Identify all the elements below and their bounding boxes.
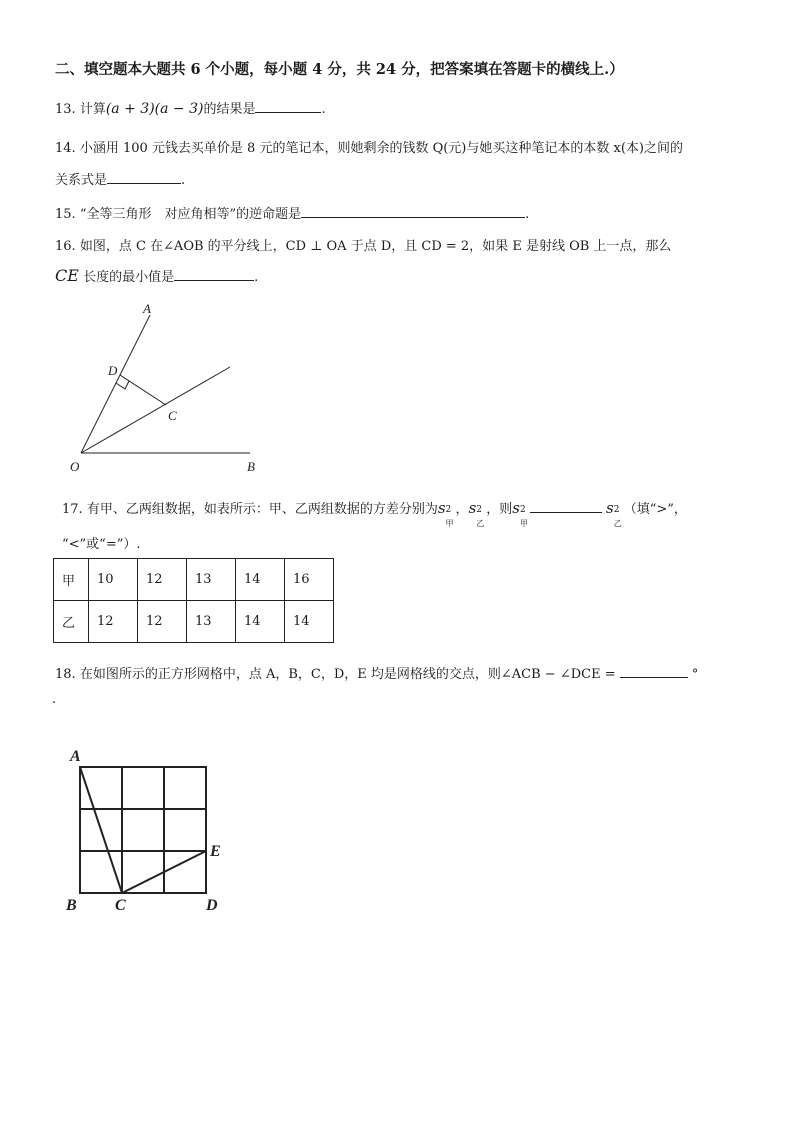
label-o: O xyxy=(70,459,80,474)
superscript: 2 xyxy=(613,505,620,515)
answer-blank[interactable] xyxy=(107,169,181,184)
label-c: C xyxy=(168,408,177,423)
label-a: A xyxy=(143,301,151,316)
question-text: 小涵用 100 元钱去买单价是 8 元的笔记本，则她剩余的钱数 Q(元)与她买这种笔记本的本数 x(本)之间的 xyxy=(79,141,683,156)
ray-oa xyxy=(81,315,150,453)
question-text: 关系式是 xyxy=(55,173,108,188)
question-14-line2 xyxy=(55,169,185,188)
period: . xyxy=(321,102,326,117)
question-16-line1 xyxy=(55,235,671,254)
question-text: 的结果是 xyxy=(203,102,256,117)
table-row xyxy=(54,601,334,643)
degree-unit: ° xyxy=(691,667,699,682)
question-number: 17. xyxy=(62,502,83,517)
variance-symbol-jia: s xyxy=(437,499,446,517)
question-number: 15. xyxy=(55,207,76,222)
question-16-line2 xyxy=(55,266,258,285)
table-cell: 10 xyxy=(89,559,138,601)
superscript: 2 xyxy=(519,505,526,515)
table-row xyxy=(54,559,334,601)
answer-blank[interactable] xyxy=(530,498,602,513)
question-text: 长度的最小值是 xyxy=(83,270,175,285)
question-text: 有甲、乙两组数据，如表所示：甲、乙两组数据的方差分别为 xyxy=(86,502,438,517)
math-expression: (a + 3)(a − 3) xyxy=(105,101,204,117)
fill-hint: （填“>”， xyxy=(623,502,687,517)
label-c: C xyxy=(115,897,126,914)
subscript-jia: 甲 xyxy=(445,519,454,528)
question-14-line1 xyxy=(55,137,683,156)
superscript: 2 xyxy=(476,505,482,515)
variance-symbol-yi: s xyxy=(605,499,614,517)
subscript-yi: 乙 xyxy=(476,519,485,528)
table-cell: 12 xyxy=(89,601,138,643)
question-text: “<”或“=”）. xyxy=(62,537,141,552)
segment-cd xyxy=(120,375,166,405)
table-cell: 12 xyxy=(138,601,187,643)
question-text: ，则 xyxy=(486,502,513,517)
question-number: 16. xyxy=(55,239,76,254)
period: . xyxy=(181,173,186,188)
answer-blank[interactable] xyxy=(620,663,688,678)
question-text: 如图，点 C 在∠AOB 的平分线上，CD ⊥ OA 于点 D，且 CD = 2，如果 E 是射线 OB 上一点，那么 xyxy=(79,239,672,254)
subscript-yi: 乙 xyxy=(613,519,622,528)
question-text: “全等三角形 对应角相等”的逆命题是 xyxy=(79,207,302,222)
label-b: B xyxy=(247,459,255,474)
row-label: 甲 xyxy=(54,559,89,601)
answer-blank[interactable] xyxy=(255,98,321,113)
question-15 xyxy=(55,203,529,222)
table-cell: 13 xyxy=(187,559,236,601)
question-number: 13. xyxy=(55,102,76,117)
grid-square xyxy=(80,767,206,893)
question-17-line2 xyxy=(62,533,141,552)
question-number: 14. xyxy=(55,141,76,156)
subscript-jia: 甲 xyxy=(519,519,528,528)
label-d: D xyxy=(206,897,218,914)
table-cell: 16 xyxy=(285,559,334,601)
question-18 xyxy=(55,663,698,682)
bisector-ray xyxy=(81,367,230,453)
label-e: E xyxy=(210,843,221,860)
question-text: 计算 xyxy=(79,102,106,117)
variance-symbol-jia: s xyxy=(512,499,520,517)
period: . xyxy=(525,207,530,222)
label-a: A xyxy=(70,748,81,765)
segment-ac xyxy=(80,767,122,893)
label-d: D xyxy=(108,363,118,378)
comma: ， xyxy=(455,502,469,517)
data-table xyxy=(53,558,334,643)
table-cell: 12 xyxy=(138,559,187,601)
period: . xyxy=(254,270,259,285)
stray-dot: . xyxy=(52,692,57,707)
right-angle-mark xyxy=(116,381,129,389)
row-label: 乙 xyxy=(54,601,89,643)
superscript: 2 xyxy=(445,505,452,515)
table-cell: 13 xyxy=(187,601,236,643)
table-cell: 14 xyxy=(285,601,334,643)
grid-figure xyxy=(60,740,240,915)
label-b: B xyxy=(66,897,77,914)
math-ce: CE xyxy=(55,266,79,285)
table-cell: 14 xyxy=(236,559,285,601)
section-title: 二、填空题本大题共 6 个小题，每小题 4 分，共 24 分，把答案填在答题卡的横线上.） xyxy=(55,61,624,78)
question-13 xyxy=(55,98,326,117)
answer-blank[interactable] xyxy=(174,266,254,281)
angle-bisector-figure xyxy=(60,295,280,480)
question-text: 在如图所示的正方形网格中，点 A，B，C，D，E 均是网格线的交点，则∠ACB − ∠DCE = xyxy=(79,667,616,682)
question-17-line1 xyxy=(62,498,687,528)
table-cell: 14 xyxy=(236,601,285,643)
variance-symbol-yi: s xyxy=(468,499,477,517)
question-number: 18. xyxy=(55,667,76,682)
answer-blank[interactable] xyxy=(301,203,525,218)
